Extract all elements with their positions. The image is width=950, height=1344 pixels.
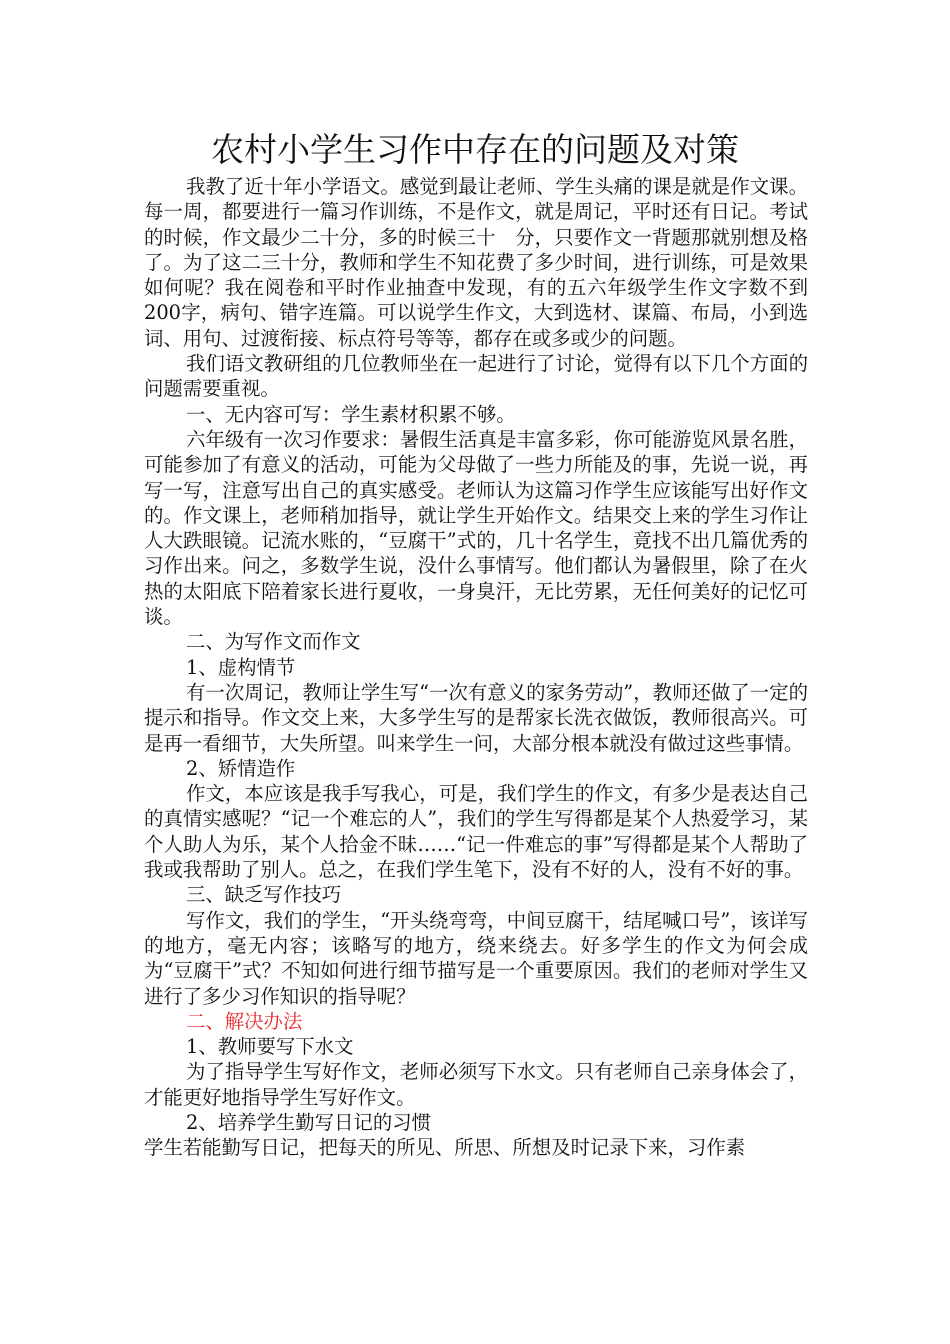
document-title: 农村小学生习作中存在的问题及对策 <box>211 130 739 169</box>
subheading-affectation: 2、矫情造作 <box>186 756 296 780</box>
subheading-diary-habit: 2、培养学生勤写日记的习惯 <box>186 1110 432 1134</box>
section-heading-1: 一、无内容可写：学生素材积累不够。 <box>186 402 516 426</box>
section-heading-2: 二、为写作文而作文 <box>186 630 361 654</box>
paragraph-diary-habit: 学生若能勤写日记，把每天的所见、所思、所想及时记录下来，习作素 <box>144 1136 746 1160</box>
paragraph-discussion: 我们语文教研组的几位教师坐在一起进行了讨论，觉得有以下几个方面的问题需要重视。 <box>144 352 808 401</box>
subheading-fabricated-plot: 1、虚构情节 <box>186 655 296 679</box>
paragraph-summer-example: 六年级有一次习作要求：暑假生活真是丰富多彩，你可能游览风景名胜，可能参加了有意义的活动，可能为父母做了一些力所能及的事，先说一说，再写一写，注意写出自己的真实感受。老师认为这篇习作学生应该能写出好作文的。作文课上，老师稍加指导，就让学生开始作文。结果交上来的学生习作让人大跌眼镜。记流水账的，“豆腐干”式的，几十名学生，竟找不出几篇优秀的习作出来。问之，多数学生说，没什么事情写。他们都认为暑假里，除了在火热的太阳底下陪着家长进行夏收，一身臭汗，无比劳累，无任何美好的记忆可谈。 <box>144 427 808 629</box>
paragraph-intro: 我教了近十年小学语文。感觉到最让老师、学生头痛的课是就是作文课。每一周，都要进行一篇习作训练，不是作文，就是周记，平时还有日记。考试的时候，作文最少二十分，多的时候三十 分，只要作文一背题那就别想及格了。为了这二三十分，教师和学生不知花费了多少时间，进行训练，可是效果如何呢？我在阅卷和平时作业抽查中发现，有的五六年级学生作文字数不到200字，病句、错字连篇。可以说学生作文，大到选材、谋篇、布局，小到选词、用句、过渡衔接、标点符号等等，都存在或多或少的问题。 <box>144 175 808 350</box>
paragraph-housework-example: 有一次周记，教师让学生写“一次有意义的家务劳动”，教师还做了一定的提示和指导。作文交上来，大多学生写的是帮家长洗衣做饭，教师很高兴。可是再一看细节，大失所望。叫来学生一问，大部分根本就没有做过这些事情。 <box>144 680 808 755</box>
paragraph-true-feelings: 作文，本应该是我手写我心，可是，我们学生的作文，有多少是表达自己的真情实感呢？“记一个难忘的人”，我们的学生写得都是某个人热爱学习，某个人助人为乐，某个人拾金不昧……“记一件难忘的事”写得都是某个人帮助了我或我帮助了别人。总之，在我们学生笔下，没有不好的人，没有不好的事。 <box>144 782 808 882</box>
paragraph-writing-skills: 写作文，我们的学生，“开头绕弯弯，中间豆腐干，结尾喊口号”，该详写的地方，毫无内容；该略写的地方，绕来绕去。好多学生的作文为何会成为“豆腐干”式？不知如何进行细节描写是一个重要原因。我们的老师对学生又进行了多少习作知识的指导呢？ <box>144 908 808 1008</box>
paragraph-teacher-writing: 为了指导学生写好作文，老师必须写下水文。只有老师自己亲身体会了，才能更好地指导学生写好作文。 <box>144 1060 808 1109</box>
section-heading-3: 三、缺乏写作技巧 <box>186 883 342 907</box>
document-body <box>144 174 808 1161</box>
subheading-teacher-writing: 1、教师要写下水文 <box>186 1035 354 1059</box>
section-heading-solutions: 二、解决办法 <box>186 1009 303 1033</box>
